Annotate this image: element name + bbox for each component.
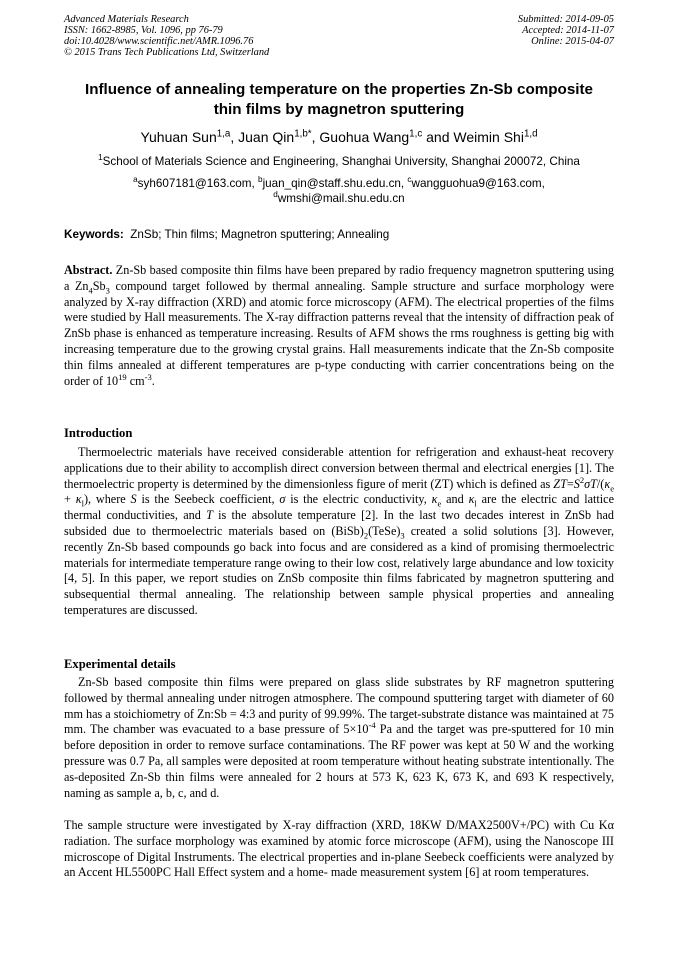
journal-doi: doi:10.4028/www.scientific.net/AMR.1096.76 [64, 36, 254, 47]
author-list [40, 128, 638, 146]
body-text: created a solid solutions [3]. However, recently Zn-Sb based compounds go back into focus and are considered as a kind of promising thermoelectric materials for intermediate temperature range owing to their low cost, relatively large abundance and low toxicity [4, 5]. In this paper, we report studies on ZnSb composite thin films fabricated by magnetron sputtering and subsequential thermal annealing. The relationship between sample physical properties and annealing temperatures are discussed. [64, 523, 615, 617]
body-text: (TeSe) [368, 523, 401, 538]
superscript: -3 [144, 371, 152, 382]
keywords-label: Keywords: [64, 228, 124, 241]
email-mark: c [407, 175, 412, 185]
email-line-1 [40, 176, 638, 191]
affiliation-text: School of Materials Science and Engineering, Shanghai University, Shanghai 200072, China [102, 155, 580, 168]
superscript: -4 [368, 720, 376, 731]
email-line-2 [40, 191, 638, 206]
equation-symbol: κ [468, 492, 475, 507]
author-name: Weimin Shi [453, 129, 524, 145]
email-c: wangguohua9@163.com, [411, 177, 545, 190]
body-text: are the electric and lattice thermal conductivities, and [64, 492, 614, 523]
section-heading-introduction: Introduction [64, 426, 133, 440]
paper-title-line-1: Influence of annealing temperature on the properties Zn-Sb composite [84, 81, 593, 98]
body-text: and [441, 492, 469, 507]
author-emails [40, 176, 638, 206]
submission-dates [518, 14, 614, 47]
equation-symbol: ZT [553, 476, 567, 491]
body-text: is the absolute temperature [2]. In the last two decades interest in ZnSb had subsided due to thermoelectric materials based on (BiSb) [64, 508, 614, 538]
paper-title [40, 80, 638, 120]
subscript: 4 [88, 285, 93, 296]
equation-symbol: κ [604, 476, 611, 491]
journal-info [64, 14, 269, 58]
affiliation-mark: 1 [98, 153, 103, 163]
body-text: Pa and the target was pre-sputtered for 10 min before deposition in order to remove surface contaminations. The RF power was kept at 50 W and the working pressure was 0.7 Pa, all samples were deposited at room temperature without heating substrate intentionally. The as-deposited Zn-Sb thin films were annealed for 2 hours at 573 K, 623 K, 673 K, and 693 K respectively, naming as sample a, b, c, and d. [64, 722, 614, 800]
abstract-text: compound target followed by thermal annealing. Sample structure and surface morphology were analyzed by X-ray diffraction (XRD) and atomic force microscopy (AFM). The electrical properties of the films were studied by Hall measurements. The X-ray diffraction patterns reveal that the intensity of diffraction peak of ZnSb phase is enhanced as temperature increasing. Results of AFM shows the rms roughness is getting big with increasing temperature due to the growing crystal grains. Hall measurements indicate that the Zn-Sb composite thin films annealed at different temperatures are p-type conducting with carrier concentrations being on the order of 10 [64, 278, 614, 388]
abstract-text: Zn-Sb based composite thin films have been prepared by radio frequency magnetron sputtering using a Zn [64, 263, 614, 293]
subscript: l [474, 498, 477, 509]
equation-symbol: σT [584, 476, 597, 491]
abstract-label: Abstract. [64, 263, 113, 277]
subscript: 2 [363, 530, 369, 541]
author-separator: and [422, 129, 454, 145]
body-text: is the electric conductivity, [285, 492, 432, 507]
email-a: syh607181@163.com, [137, 177, 259, 190]
online-date: Online: 2015-04-07 [531, 36, 614, 47]
equation-operator: = [566, 476, 574, 491]
experimental-paragraph-1 [64, 675, 614, 801]
author-separator: , [230, 129, 239, 145]
subscript: 3 [400, 530, 405, 541]
author-name: Juan Qin [238, 129, 295, 145]
superscript: 2 [579, 474, 585, 485]
journal-copyright: © 2015 Trans Tech Publications Ltd, Switzerland [64, 47, 270, 58]
abstract [64, 263, 614, 389]
email-b: juan_qin@staff.shu.edu.cn, [262, 177, 408, 190]
author-name: Yuhuan Sun [140, 129, 217, 145]
author-affiliation-mark: 1,c [409, 128, 423, 140]
equation-symbol: κ [431, 492, 438, 507]
keywords [64, 227, 624, 242]
equation-symbol: T [206, 508, 213, 523]
equation-symbol: S [130, 492, 137, 507]
equation-operator: + [64, 492, 76, 507]
body-text: Zn-Sb based composite thin films were prepared on glass slide substrates by RF magnetron sputtering followed by thermal annealing under nitrogen atmosphere. The compound sputtering target with diameter of 60 mm has a stoichiometry of Zn:Sb = 4:3 and purity of 99.99%. The target-substrate distance was maintained at 75 mm. The chamber was evacuated to a base pressure of 5×10 [64, 675, 615, 737]
email-mark: b [258, 175, 263, 185]
experimental-paragraph-2: The sample structure were investigated by X-ray diffraction (XRD, 18KW D/MAX2500V+/PC) with Cu Kα radiation. The surface morphology was examined by atomic force microscope (AFM), using the Nanoscope III microscope of Digital Instruments. The electrical properties and in-plane Seebeck coefficients were analyzed by an Accent HL5500PC Hall Effect system and a home- made measurement system [6] at room temperatures. [64, 818, 614, 880]
body-text: Thermoelectric materials have received considerable attention for refrigeration and exhaust-heat recovery applications due to their ability to accomplish direct conversion between thermal and electrical energies [1]. The thermoelectric property is determined by the dimensionless figure of merit (ZT) which is defined as [64, 445, 614, 491]
author-separator: , [311, 129, 320, 145]
journal-name: Advanced Materials Research [64, 14, 189, 25]
abstract-text: Sb [92, 278, 106, 293]
submitted-date: Submitted: 2014-09-05 [517, 14, 614, 25]
abstract-text: cm [126, 373, 145, 388]
subscript: 3 [105, 285, 110, 296]
abstract-text: . [151, 373, 155, 388]
equation-symbol: σ [279, 492, 286, 507]
subscript: e [610, 483, 614, 494]
keywords-text: ZnSb; Thin films; Magnetron sputtering; Annealing [130, 228, 390, 241]
author-affiliation-mark: 1,d [523, 128, 538, 140]
accepted-date: Accepted: 2014-11-07 [522, 25, 614, 36]
equation-symbol: κ [75, 492, 82, 507]
author-affiliation-mark: 1,a [216, 128, 231, 140]
author-name: Guohua Wang [319, 129, 410, 145]
body-text: ), where [83, 492, 131, 507]
journal-issn: ISSN: 1662-8985, Vol. 1096, pp 76-79 [64, 25, 223, 36]
email-mark: a [133, 175, 138, 185]
section-heading-experimental: Experimental details [64, 657, 176, 671]
affiliation [40, 154, 638, 170]
equation-operator: /( [596, 476, 605, 491]
paper-title-line-2: thin films by magnetron sputtering [213, 101, 465, 118]
email-d: wmshi@mail.shu.edu.cn [277, 192, 405, 205]
subscript: l [81, 498, 84, 509]
subscript: e [437, 498, 442, 509]
body-text: is the Seebeck coefficient, [136, 492, 280, 507]
superscript: 19 [118, 371, 127, 382]
introduction-paragraph [64, 445, 614, 619]
equation-symbol: S [573, 476, 580, 491]
email-mark: d [273, 190, 278, 200]
author-affiliation-mark: 1,b* [294, 128, 312, 140]
